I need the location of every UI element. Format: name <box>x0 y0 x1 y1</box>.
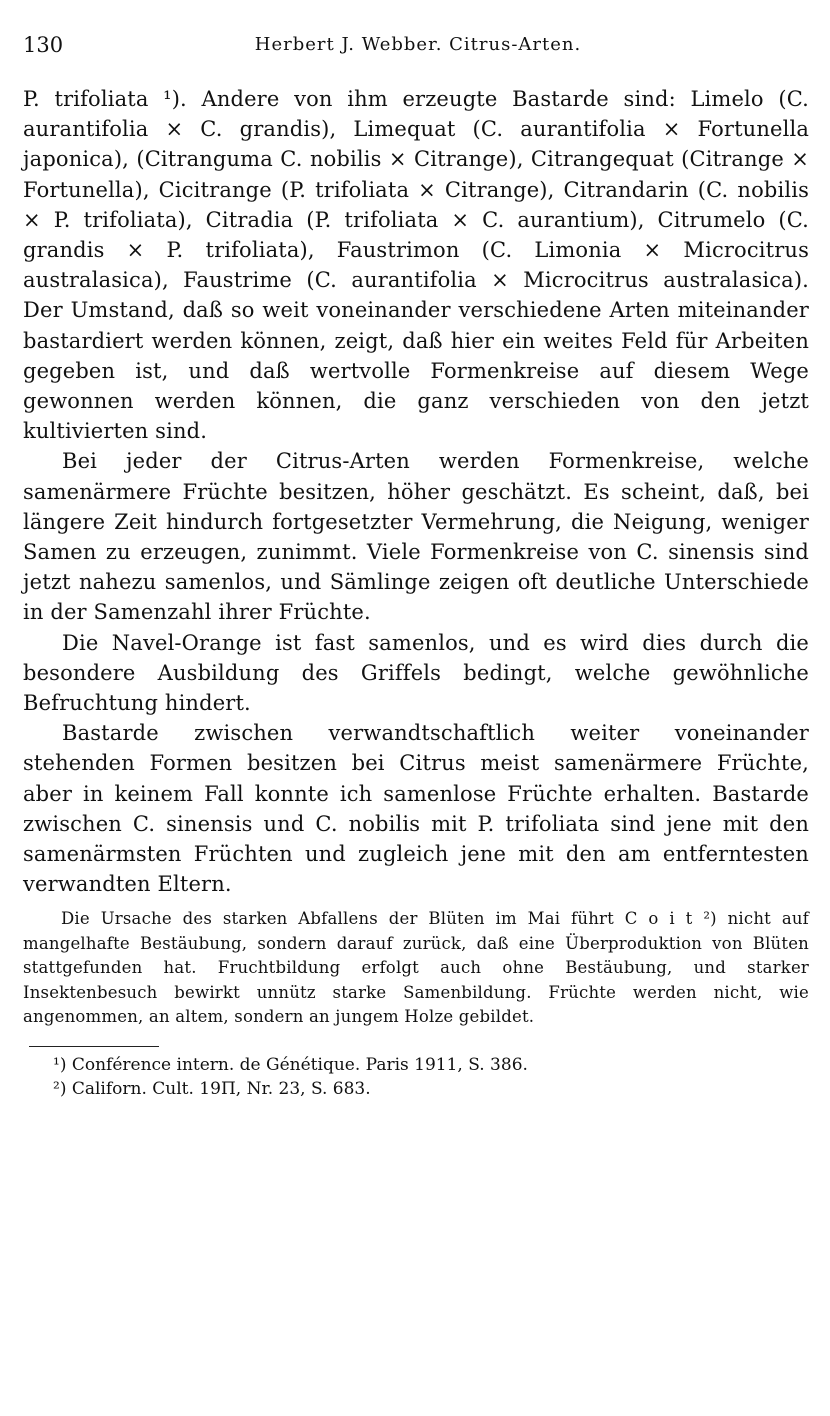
footnote-divider <box>29 1046 159 1047</box>
page-number: 130 <box>23 33 64 57</box>
paragraph-2: Bei jeder der Citrus-Arten werden Formenkreise, welche samenärmere Früchte besitzen, höher geschätzt. Es scheint, daß, bei längere Zeit hindurch fortgesetzter Vermehrung, die Neigung, weniger Samen zu erzeugen, zunimmt. Viele Formenkreise von C. sinensis sind jetzt nahezu samenlos, und Sämlinge zeigen oft deutliche Unterschiede in der Samenzahl ihrer Früchte. <box>23 449 809 625</box>
paragraph-3: Die Navel-Orange ist fast samenlos, und es wird dies durch die besondere Ausbildung des Griffels bedingt, welche gewöhnliche Befruchtung hindert. <box>23 630 809 716</box>
small-print-paragraph: Die Ursache des starken Abfallens der Blüten im Mai führt C o i t ²) nicht auf mangelhafte Bestäubung, sondern darauf zurück, daß eine Überproduktion von Blüten stattgefunden hat. Fruchtbildung erfolgt auch ohne Bestäubung, und starker Insektenbesuch bewirkt unnütz starke Samenbildung. Früchte werden nicht, wie angenommen, an altem, sondern an jungem Holze gebildet. <box>23 909 809 1027</box>
page-header <box>23 33 813 61</box>
main-text <box>23 84 809 1101</box>
running-title: Herbert J. Webber. Citrus-Arten. <box>254 34 582 55</box>
footnote-1: ¹) Conférence intern. de Génétique. Paris 1911, S. 386. <box>53 1054 528 1075</box>
paragraph-1: P. trifoliata ¹). Andere von ihm erzeugte Bastarde sind: Limelo (C. aurantifolia × C. grandis), Limequat (C. aurantifolia × Fortunella japonica), (Citranguma C. nobilis × Citrange), Citrangequat (Citrange × Fortunella), Cicitrange (P. trifoliata × Citrange), Citrandarin (C. nobilis × P. trifoliata), Citradia (P. trifoliata × C. aurantium), Citrumelo (C. grandis × P. trifoliata), Faustrimon (C. Limonia × Microcitrus australasica), Faustrime (C. aurantifolia × Microcitrus australasica). Der Umstand, daß so weit voneinander verschiedene Arten miteinander bastardiert werden können, zeigt, daß hier ein weites Feld für Arbeiten gegeben ist, und daß wertvolle Formenkreise auf diesem Wege gewonnen werden können, die ganz verschieden von den jetzt kultivierten sind. <box>23 87 809 444</box>
footnote-2: ²) Californ. Cult. 19⁠П, Nr. 23, S. 683. <box>53 1078 371 1099</box>
paragraph-4: Bastarde zwischen verwandtschaftlich weiter voneinander stehenden Formen besitzen bei Citrus meist samenärmere Früchte, aber in keinem Fall konnte ich samenlose Früchte erhalten. Bastarde zwischen C. sinensis und C. nobilis mit P. trifoliata sind jene mit den samenärmsten Früchten und zugleich jene mit den am entferntesten verwandten Eltern. <box>23 721 809 897</box>
